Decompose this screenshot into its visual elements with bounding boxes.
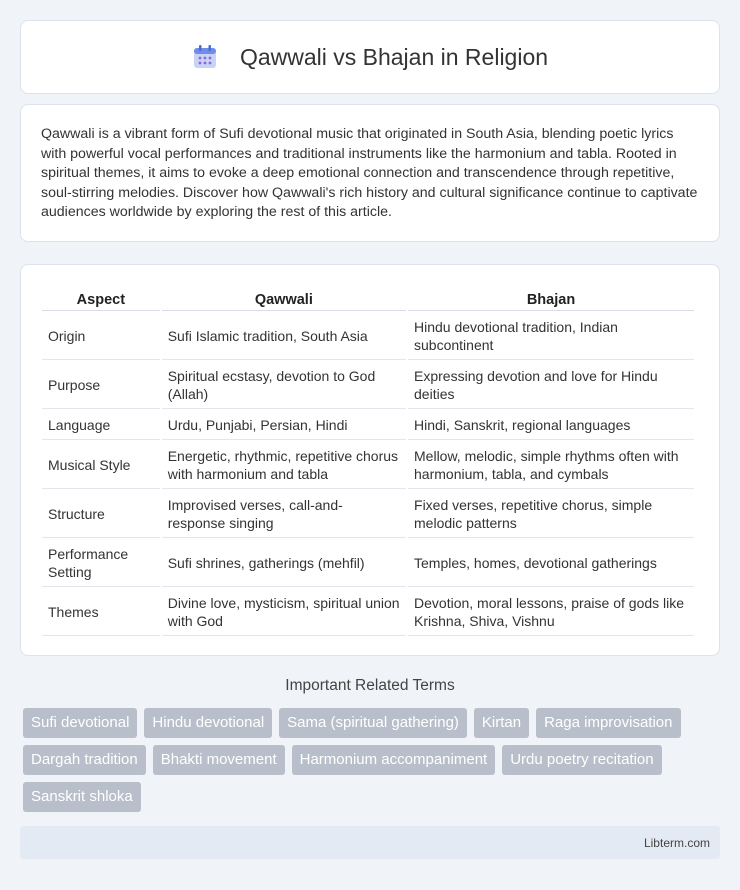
related-terms-title: Important Related Terms <box>285 677 455 694</box>
table-row <box>42 589 694 636</box>
row-bhajan: Expressing devotion and love for Hindu deities <box>408 362 694 409</box>
table-row <box>42 540 694 587</box>
header-aspect: Aspect <box>42 289 160 311</box>
related-term-tag[interactable]: Bhakti movement <box>153 745 285 775</box>
footer-site-link[interactable]: Libterm.com <box>643 836 710 850</box>
row-bhajan: Hindu devotional tradition, Indian subcontinent <box>408 313 694 360</box>
related-term-tag[interactable]: Sufi devotional <box>23 708 137 738</box>
row-qawwali: Spiritual ecstasy, devotion to God (Allah) <box>162 362 406 409</box>
row-qawwali: Sufi shrines, gatherings (mehfil) <box>162 540 406 587</box>
intro-text: Qawwali is a vibrant form of Sufi devotional music that originated in South Asia, blending poetic lyrics with powerful vocal performances and traditional instruments like the harmonium and tabla. Rooted in spiritual themes, it aims to evoke a deep emotional connection and transcendence through repetitive, soul-stirring melodies. Discover how Qawwali's rich history and cultural significance continue to captivate audiences worldwide by exploring the rest of this article. <box>41 126 698 221</box>
table-row <box>42 313 694 360</box>
row-bhajan: Fixed verses, repetitive chorus, simple melodic patterns <box>408 491 694 538</box>
row-aspect: Language <box>42 411 160 440</box>
row-aspect: Structure <box>42 491 160 538</box>
row-bhajan: Temples, homes, devotional gatherings <box>408 540 694 587</box>
related-term-tag[interactable]: Kirtan <box>474 708 529 738</box>
row-aspect: Themes <box>42 589 160 636</box>
related-term-tag[interactable]: Sama (spiritual gathering) <box>279 708 467 738</box>
intro-card <box>20 104 720 242</box>
table-row <box>42 362 694 409</box>
table-row <box>42 491 694 538</box>
table-row <box>42 411 694 440</box>
related-term-tag[interactable]: Sanskrit shloka <box>23 782 141 812</box>
comparison-table <box>40 287 696 638</box>
related-term-tag[interactable]: Raga improvisation <box>536 708 680 738</box>
footer <box>20 826 720 859</box>
related-term-tag[interactable]: Hindu devotional <box>144 708 272 738</box>
row-aspect: Musical Style <box>42 442 160 489</box>
row-qawwali: Sufi Islamic tradition, South Asia <box>162 313 406 360</box>
calendar-icon <box>192 44 218 70</box>
row-bhajan: Devotion, moral lessons, praise of gods like Krishna, Shiva, Vishnu <box>408 589 694 636</box>
row-qawwali: Urdu, Punjabi, Persian, Hindi <box>162 411 406 440</box>
row-qawwali: Improvised verses, call-and-response singing <box>162 491 406 538</box>
related-term-tag[interactable]: Urdu poetry recitation <box>502 745 661 775</box>
row-aspect: Origin <box>42 313 160 360</box>
related-terms-list <box>23 708 723 819</box>
header-bhajan: Bhajan <box>408 289 694 311</box>
row-qawwali: Divine love, mysticism, spiritual union with God <box>162 589 406 636</box>
related-term-tag[interactable]: Harmonium accompaniment <box>292 745 496 775</box>
comparison-card <box>20 264 720 656</box>
header-qawwali: Qawwali <box>162 289 406 311</box>
related-term-tag[interactable]: Dargah tradition <box>23 745 146 775</box>
table-row <box>42 442 694 489</box>
table-header-row <box>42 289 694 311</box>
page-title: Qawwali vs Bhajan in Religion <box>239 43 549 70</box>
row-aspect: Performance Setting <box>42 540 160 587</box>
row-qawwali: Energetic, rhythmic, repetitive chorus with harmonium and tabla <box>162 442 406 489</box>
header-card <box>20 20 720 94</box>
row-aspect: Purpose <box>42 362 160 409</box>
row-bhajan: Hindi, Sanskrit, regional languages <box>408 411 694 440</box>
row-bhajan: Mellow, melodic, simple rhythms often with harmonium, tabla, and cymbals <box>408 442 694 489</box>
